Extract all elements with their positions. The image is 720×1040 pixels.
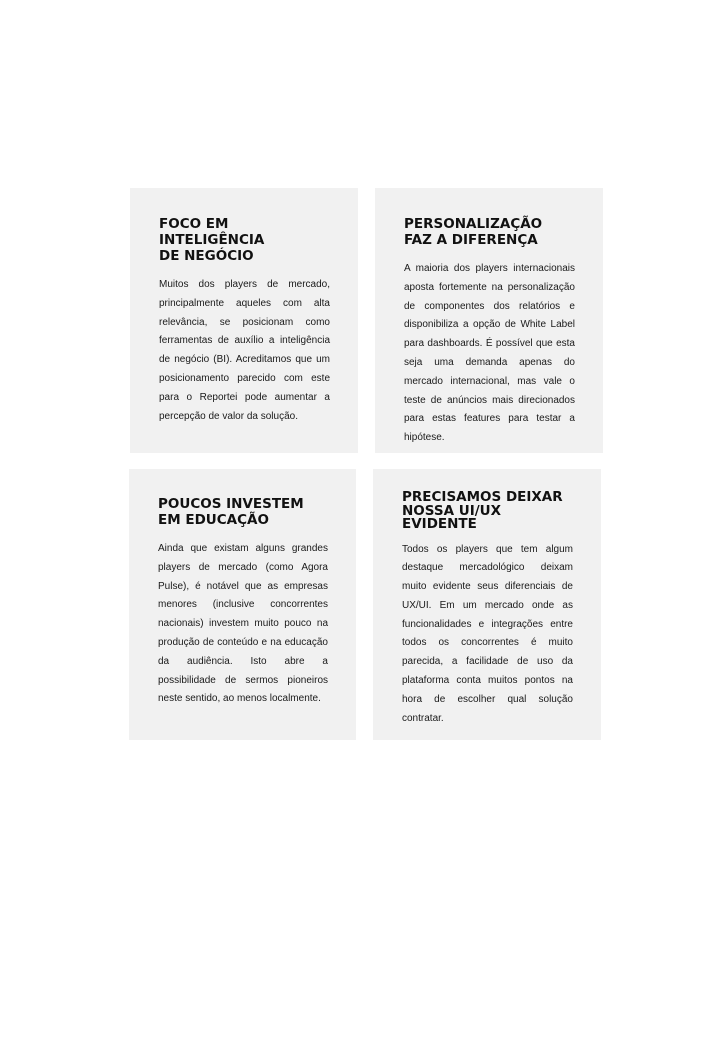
card-body: Ainda que existam alguns grandes players de mercado (como Agora Pulse), é notável que as empresas menores (inclusive concorrentes nacionais) investem muito pouco na produção de conteúdo e na educação da audiência. Isto abre a possibilidade de sermos pioneiros neste sentido, ao menos localmente. xyxy=(158,543,328,705)
card-title: PRECISAMOS DEIXAR NOSSA UI/UX EVIDENTE xyxy=(402,489,563,532)
insight-card-education xyxy=(129,469,356,740)
card-title: PERSONALIZAÇÃO FAZ A DIFERENÇA xyxy=(404,216,543,248)
card-title: FOCO EM INTELIGÊNCIA DE NEGÓCIO xyxy=(159,216,265,264)
card-body: A maioria dos players internacionais aposta fortemente na personalização de componentes dos relatórios e disponibiliza a opção de White Label para dashboards. É possível que esta seja uma demanda apenas do mercado internacional, mas vale o teste de anúncios mais direcionados para estas features para testar a hipótese. xyxy=(404,263,575,444)
card-title: POUCOS INVESTEM EM EDUCAÇÃO xyxy=(158,496,304,528)
insight-card-personalization xyxy=(375,188,603,453)
insight-card-ui-ux xyxy=(373,469,601,740)
card-body: Todos os players que tem algum destaque mercadológico deixam muito evidente seus diferenciais de UX/UI. Em um mercado onde as funcionalidades e integrações entre todos os concorrentes é muito parecida, a facilidade de uso da plataforma conta muitos pontos na hora de escolher qual solução contratar. xyxy=(402,543,573,724)
card-body: Muitos dos players de mercado, principalmente aqueles com alta relevância, se posicionam como ferramentas de auxílio a inteligência de negócio (BI). Acreditamos que um posicionamento parecido com este para o Reportei pode aumentar a percepção de valor da solução. xyxy=(159,279,330,422)
insight-card-business-intelligence xyxy=(130,188,358,453)
